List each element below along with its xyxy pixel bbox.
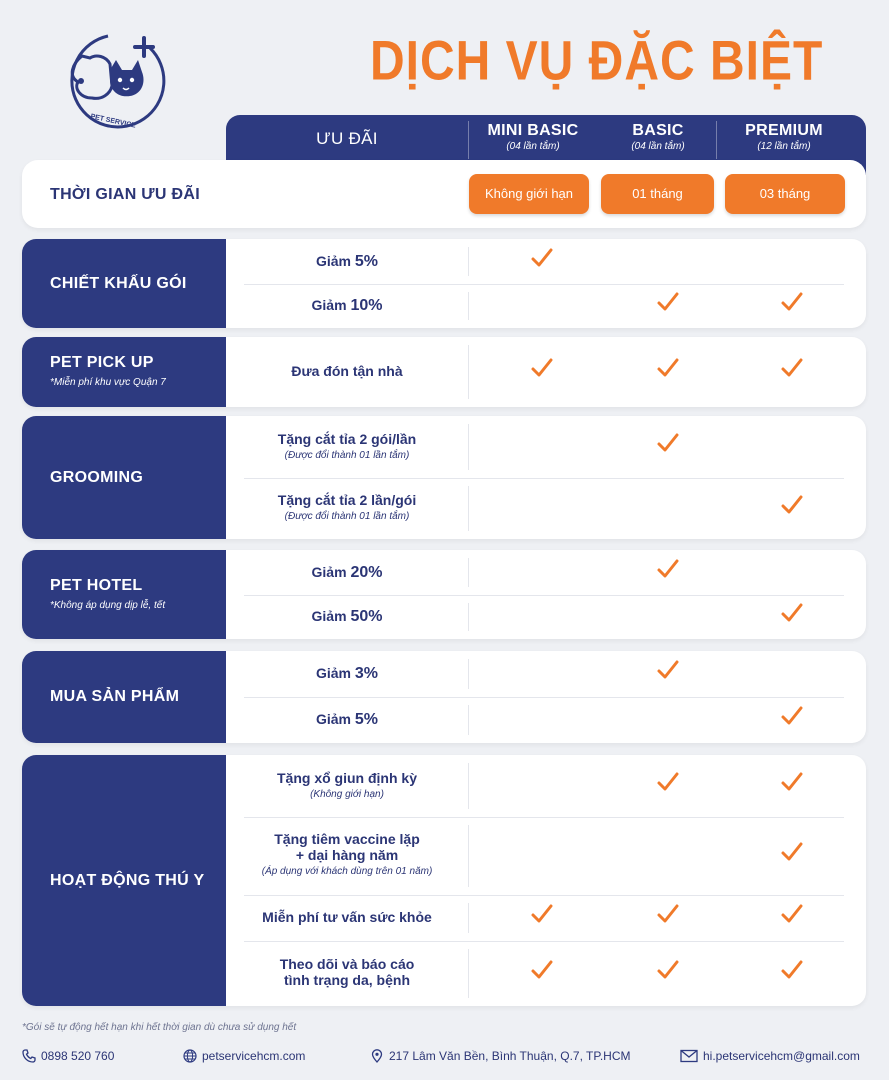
checkmark-icon: [656, 770, 680, 794]
contact-address[interactable]: 217 Lâm Văn Bền, Bình Thuận, Q.7, TP.HCM: [370, 1049, 630, 1063]
globe-icon: [183, 1049, 197, 1063]
benefit-text: Giảm 10%: [311, 297, 383, 314]
section-label: [22, 416, 226, 539]
benefit-text: Giảm 3%: [315, 665, 379, 682]
section-2: [22, 416, 866, 539]
section-0: [22, 239, 866, 328]
benefit-row: [226, 416, 866, 478]
section-title: PET HOTEL: [50, 577, 143, 594]
header-plan-mini-basic: MINI BASIC (04 lần tắm): [487, 122, 579, 152]
benefit-text: Giảm 20%: [311, 564, 383, 581]
section-title: HOẠT ĐỘNG THÚ Y: [50, 872, 205, 889]
checkmark-icon: [656, 557, 680, 581]
section-4: [22, 651, 866, 743]
checkmark-icon: [656, 658, 680, 682]
location-pin-icon: [370, 1049, 384, 1063]
header-plan-premium: PREMIUM (12 lần tắm): [745, 122, 823, 152]
mail-icon: [680, 1049, 698, 1063]
section-note: *Miễn phí khu vực Quận 7: [50, 377, 166, 388]
section-1: [22, 337, 866, 407]
checkmark-icon: [780, 601, 804, 625]
benefit-row: [226, 595, 866, 639]
section-5: [22, 755, 866, 1006]
checkmark-icon: [780, 356, 804, 380]
checkmark-icon: [530, 958, 554, 982]
page-title: DỊCH VỤ ĐẶC BIỆT: [370, 31, 824, 93]
section-title: MUA SẢN PHẨM: [50, 688, 180, 705]
checkmark-icon: [530, 902, 554, 926]
checkmark-icon: [780, 958, 804, 982]
header-benefit-col: ƯU ĐÃI: [316, 129, 378, 148]
checkmark-icon: [530, 246, 554, 270]
section-label: [22, 550, 226, 639]
section-note: *Không áp dụng dịp lễ, tết: [50, 600, 166, 611]
phone-icon: [22, 1049, 36, 1063]
benefit-row: [226, 239, 866, 284]
section-title: PET PICK UP: [50, 354, 154, 371]
benefit-row: [226, 895, 866, 941]
checkmark-icon: [780, 290, 804, 314]
contact-phone[interactable]: 0898 520 760: [22, 1049, 114, 1063]
header-plan-basic: BASIC (04 lần tắm): [631, 122, 685, 152]
checkmark-icon: [656, 356, 680, 380]
section-3: [22, 550, 866, 639]
benefit-row: [226, 478, 866, 539]
benefit-row: [226, 550, 866, 595]
section-label: [22, 755, 226, 1006]
benefit-text: Tặng cắt tỉa 2 gói/lần (Được đổi thành 01 lần tắm): [277, 431, 417, 461]
benefit-row: [226, 337, 866, 407]
checkmark-icon: [780, 840, 804, 864]
checkmark-icon: [656, 902, 680, 926]
benefit-row: [226, 697, 866, 743]
benefit-row: [226, 755, 866, 817]
checkmark-icon: [656, 290, 680, 314]
footnote: *Gói sẽ tự động hết hạn khi hết thời gian dù chưa sử dụng hết: [22, 1022, 297, 1033]
benefit-text: Tặng xổ giun định kỳ (Không giới hạn): [277, 770, 417, 800]
benefit-row: [226, 941, 866, 1006]
contact-website[interactable]: petservicehcm.com: [183, 1049, 305, 1063]
benefit-text: Giảm 50%: [311, 608, 383, 625]
offer-duration-row: [22, 160, 866, 228]
checkmark-icon: [656, 431, 680, 455]
duration-basic: 01 tháng: [601, 174, 714, 214]
checkmark-icon: [780, 902, 804, 926]
checkmark-icon: [656, 958, 680, 982]
checkmark-icon: [780, 704, 804, 728]
checkmark-icon: [530, 356, 554, 380]
offer-duration-label: THỜI GIAN ƯU ĐÃI: [50, 186, 200, 203]
benefit-text: Miễn phí tư vấn sức khỏe: [262, 909, 432, 925]
section-label: [22, 239, 226, 328]
benefit-text: Theo dõi và báo cáo tình trạng da, bệnh: [279, 956, 415, 988]
pet-service-logo: [62, 26, 172, 136]
checkmark-icon: [780, 770, 804, 794]
benefit-text: Giảm 5%: [315, 711, 379, 728]
benefit-row: [226, 284, 866, 328]
contact-email[interactable]: hi.petservicehcm@gmail.com: [680, 1049, 860, 1063]
duration-premium: 03 tháng: [725, 174, 845, 214]
section-title: GROOMING: [50, 469, 144, 486]
benefit-text: Giảm 5%: [315, 253, 379, 270]
benefit-text: Tặng tiêm vaccine lặp + dại hàng năm (Áp dụng với khách dùng trên 01 năm): [261, 831, 433, 877]
benefit-row: [226, 817, 866, 895]
section-label: [22, 651, 226, 743]
benefit-row: [226, 651, 866, 697]
logo-text: PET SERVICE: [89, 113, 137, 130]
section-title: CHIẾT KHẤU GÓI: [50, 275, 187, 292]
checkmark-icon: [780, 493, 804, 517]
benefit-text: Tặng cắt tỉa 2 lần/gói (Được đổi thành 01 lần tắm): [277, 492, 417, 522]
section-label: [22, 337, 226, 407]
benefit-text: Đưa đón tận nhà: [291, 363, 403, 379]
duration-mini-basic: Không giới hạn: [469, 174, 589, 214]
